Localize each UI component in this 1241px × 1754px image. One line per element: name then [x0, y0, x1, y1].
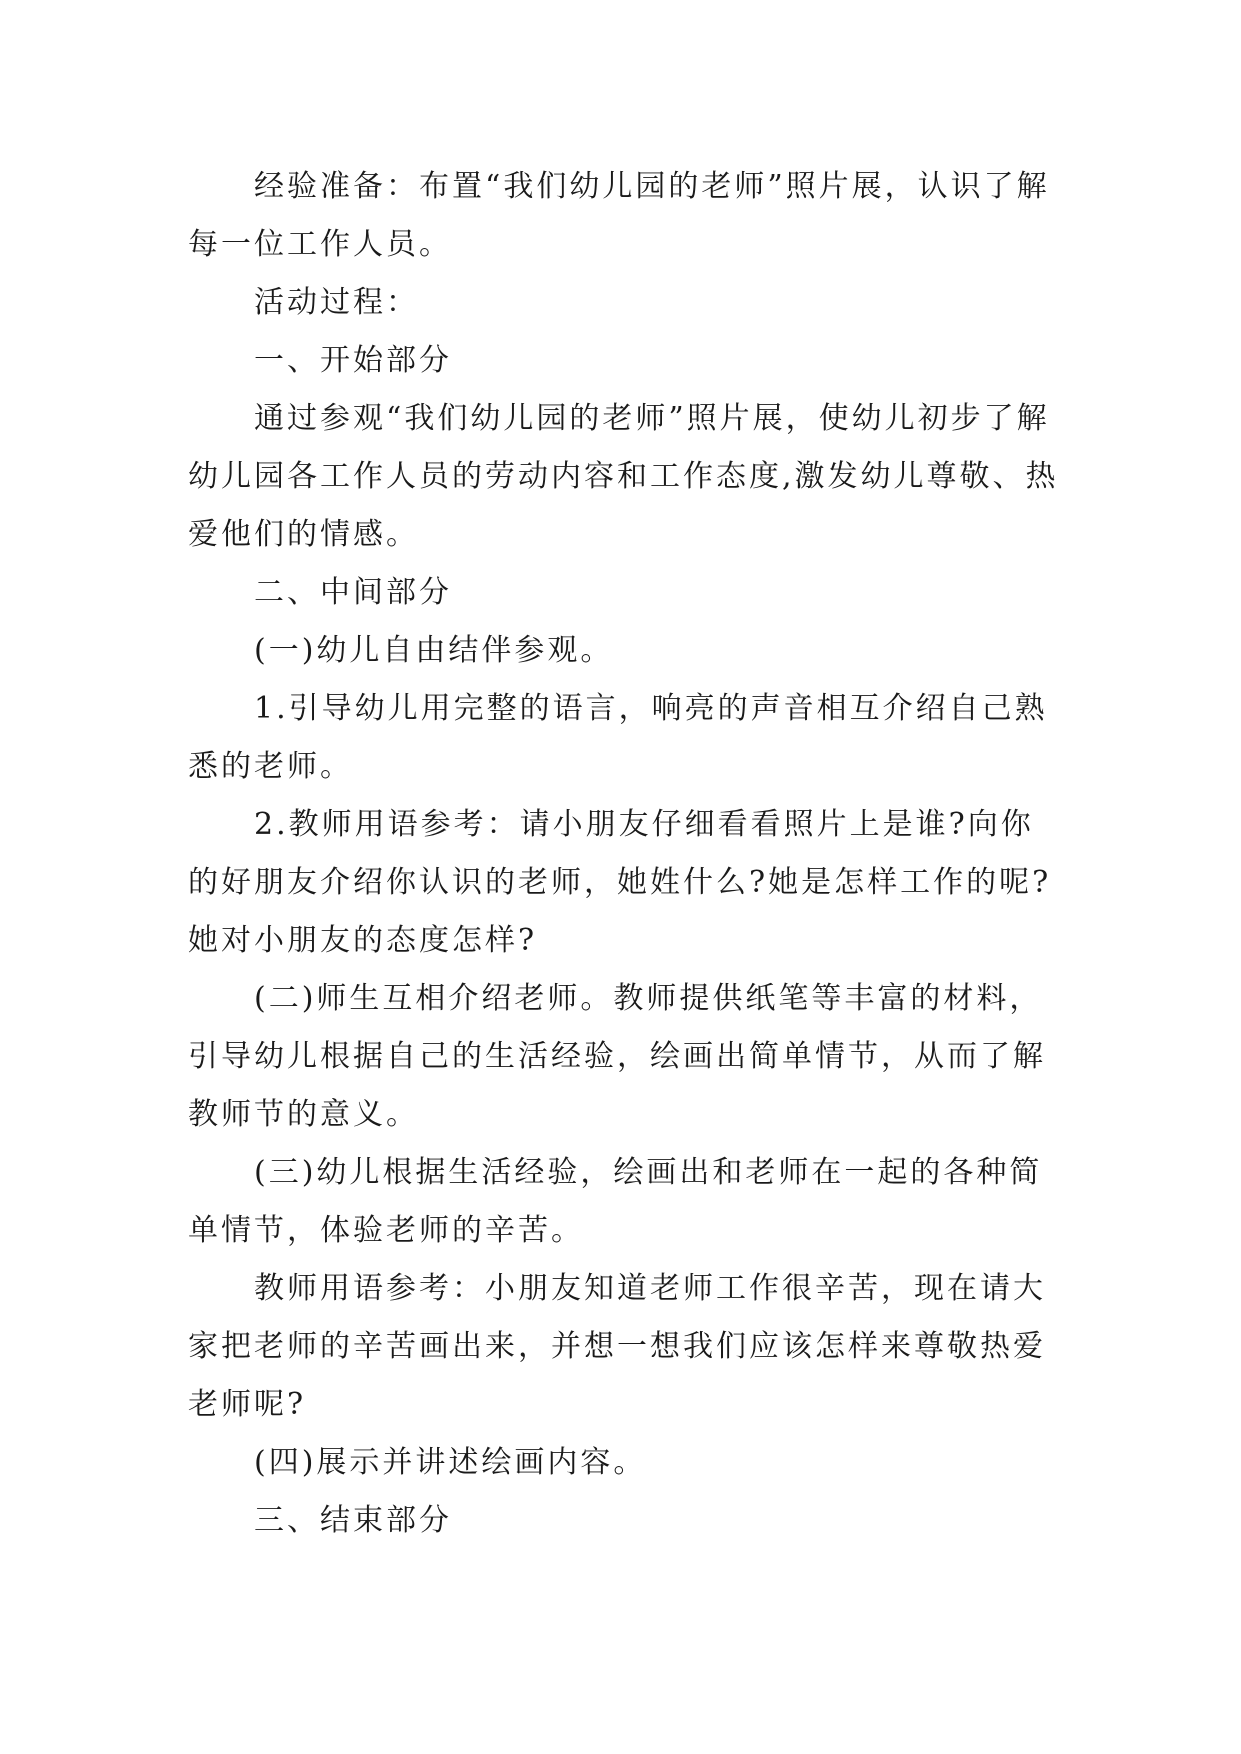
paragraph-experience-preparation: 经验准备：布置“我们幼儿园的老师”照片展，认识了解每一位工作人员。: [188, 169, 1050, 262]
subsection-heading-free-visit: (一)幼儿自由结伴参观。: [254, 633, 614, 668]
subsection-heading-show-drawings: (四)展示并讲述绘画内容。: [254, 1445, 647, 1480]
paragraph-start-content: 通过参观“我们幼儿园的老师”照片展，使幼儿初步了解幼儿园各工作人员的劳动内容和工作态度,激发幼儿尊敬、热爱他们的情感。: [188, 401, 1059, 552]
section-heading-end: 三、结束部分: [254, 1503, 452, 1538]
subsection-heading-introduce-teachers: (二)师生互相介绍老师。教师提供纸笔等丰富的材料，引导幼儿根据自己的生活经验，绘画出简单情节，从而了解教师节的意义。: [188, 981, 1046, 1132]
paragraph-teacher-script: 教师用语参考：小朋友知道老师工作很辛苦，现在请大家把老师的辛苦画出来，并想一想我们应该怎样来尊敬热爱老师呢?: [188, 1271, 1046, 1422]
list-item-1: 1.引导幼儿用完整的语言，响亮的声音相互介绍自己熟悉的老师。: [188, 691, 1048, 784]
list-item-2: 2.教师用语参考：请小朋友仔细看看照片上是谁?向你的好朋友介绍你认识的老师，她姓什么?她是怎样工作的呢?她对小朋友的态度怎样?: [188, 807, 1052, 958]
document-body: [188, 158, 1064, 1550]
subsection-heading-draw-experience: (三)幼儿根据生活经验，绘画出和老师在一起的各种简单情节，体验老师的辛苦。: [188, 1155, 1043, 1248]
paragraph-activity-process: 活动过程：: [254, 285, 419, 320]
section-heading-start: 一、开始部分: [254, 343, 452, 378]
section-heading-middle: 二、中间部分: [254, 575, 452, 610]
